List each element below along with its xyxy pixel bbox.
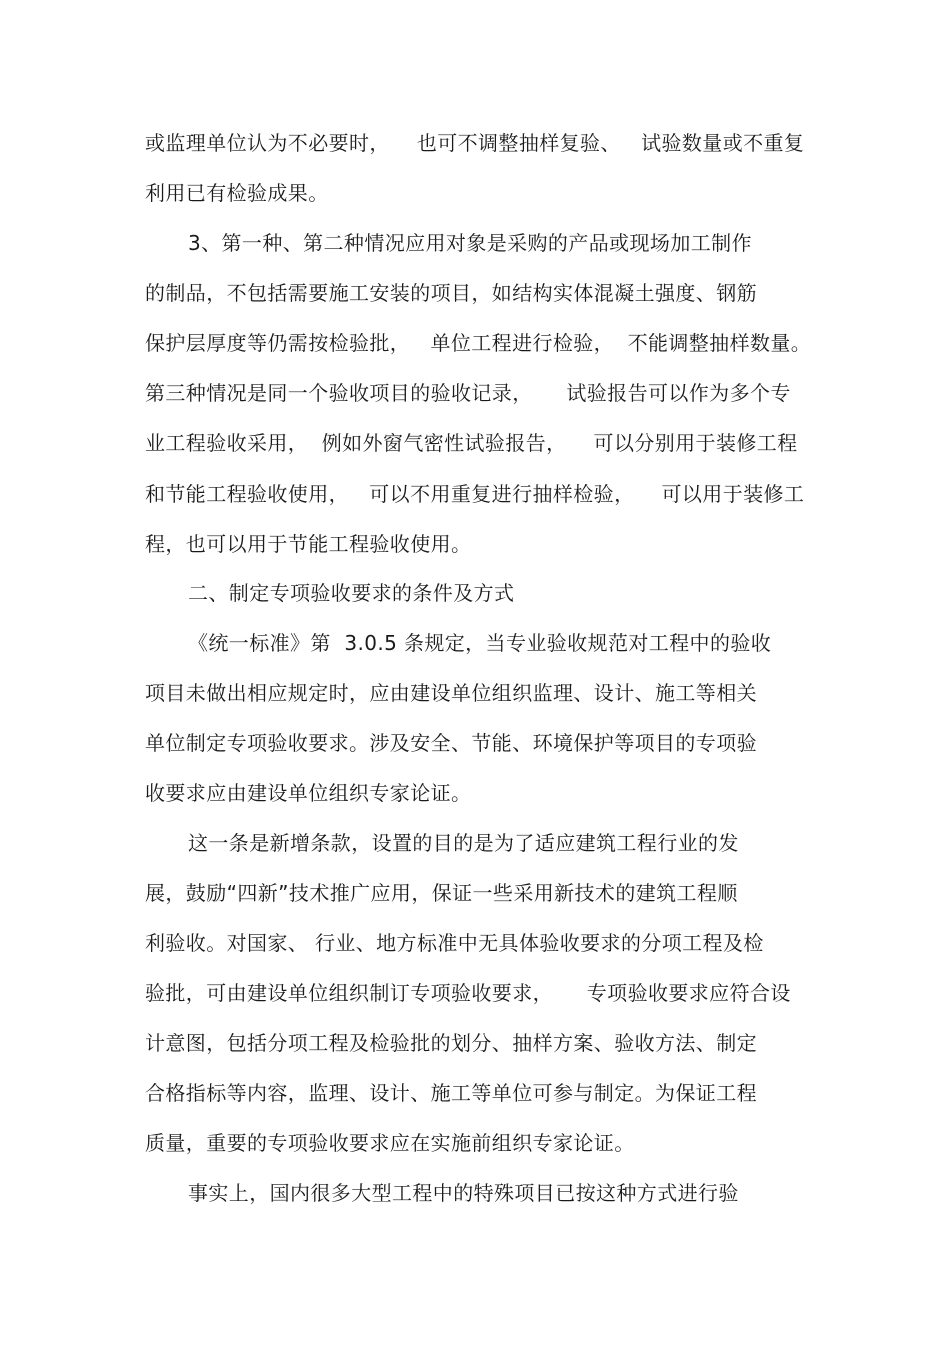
- text-line: 业工程验收采用， 例如外窗气密性试验报告， 可以分别用于装修工程: [145, 431, 798, 455]
- text-line: 展，鼓励“四新”技术推广应用，保证一些采用新技术的建筑工程顺: [145, 881, 738, 905]
- paragraph-start-line: 3、第一种、第二种情况应用对象是采购的产品或现场加工制作: [188, 231, 752, 255]
- text-line: 合格指标等内容，监理、设计、施工等单位可参与制定。为保证工程: [145, 1081, 757, 1105]
- text-line: 质量，重要的专项验收要求应在实施前组织专家论证。: [145, 1131, 635, 1155]
- text-line: 利验收。对国家、 行业、地方标准中无具体验收要求的分项工程及检: [145, 931, 764, 955]
- text-line: 项目未做出相应规定时，应由建设单位组织监理、设计、施工等相关: [145, 681, 757, 705]
- text-line: 计意图，包括分项工程及检验批的划分、抽样方案、验收方法、制定: [145, 1031, 757, 1055]
- text-line: 利用已有检验成果。: [145, 181, 329, 205]
- text-line: 单位制定专项验收要求。涉及安全、节能、环境保护等项目的专项验: [145, 731, 757, 755]
- text-line: 验批，可由建设单位组织制订专项验收要求， 专项验收要求应符合设: [145, 981, 791, 1005]
- text-line: 的制品，不包括需要施工安装的项目，如结构实体混凝土强度、钢筋: [145, 281, 757, 305]
- text-line: 保护层厚度等仍需按检验批， 单位工程进行检验， 不能调整抽样数量。: [145, 331, 812, 355]
- text-line: 和节能工程验收使用， 可以不用重复进行抽样检验， 可以用于装修工: [145, 482, 805, 506]
- section-heading: 二、制定专项验收要求的条件及方式: [188, 581, 515, 605]
- text-line: 收要求应由建设单位组织专家论证。: [145, 781, 472, 805]
- text-line: 程，也可以用于节能工程验收使用。: [145, 532, 472, 556]
- text-line: 或监理单位认为不必要时， 也可不调整抽样复验、 试验数量或不重复: [145, 131, 805, 155]
- text-line: 第三种情况是同一个验收项目的验收记录， 试验报告可以作为多个专: [145, 381, 791, 405]
- paragraph-start-line: 《统一标准》第 3.0.5 条规定，当专业验收规范对工程中的验收: [188, 631, 772, 655]
- paragraph-start-line: 这一条是新增条款，设置的目的是为了适应建筑工程行业的发: [188, 831, 739, 855]
- paragraph-start-line: 事实上，国内很多大型工程中的特殊项目已按这种方式进行验: [188, 1181, 739, 1205]
